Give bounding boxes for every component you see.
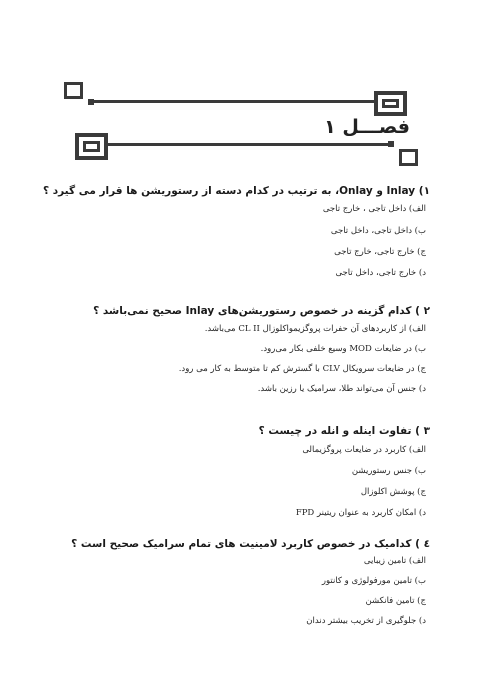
option-a: الف) تامین زیبایی <box>363 556 426 566</box>
question-text: ۲ ) کدام گزینه در خصوص رستوریشن‌های Inlay صحیح نمی‌باشد ؟ <box>93 305 430 317</box>
question-text: ٤ ) کدامیک در خصوص کاربرد لامینیت های تمام سرامیک صحیح است ؟ <box>71 538 430 550</box>
question-block-1 <box>43 183 430 279</box>
ornament-dot-bottom <box>388 141 394 147</box>
question-block-3 <box>60 423 430 519</box>
ornament-square-top-right <box>374 91 407 116</box>
option-b: ب) جنس رستوریشن <box>351 466 426 476</box>
option-b: ب) داخل تاجی، داخل تاجی <box>330 226 426 236</box>
question-block-4 <box>60 536 430 627</box>
ornament-square-top-left <box>64 82 83 99</box>
ornament-line-top <box>90 100 375 103</box>
chapter-title: فصـــل ۱ <box>324 116 410 138</box>
option-b: ب) در ضایعات MOD وسیع خلفی بکار می‌رود. <box>260 344 426 354</box>
option-a: الف) از کاربردهای آن حفرات پروگزیمواکلوزال CL II می‌باشد. <box>204 324 426 334</box>
question-block-2 <box>60 303 430 395</box>
ornament-square-bottom-left <box>75 133 108 160</box>
option-b: ب) تامین مورفولوژی و کانتور <box>321 576 426 586</box>
ornament-square-bottom-right <box>399 149 418 166</box>
option-d: د) جنس آن می‌تواند طلا، سرامیک یا رزین باشد. <box>257 384 426 394</box>
option-d: د) جلوگیری از تخریب بیشتر دندان <box>306 616 426 626</box>
option-a: الف) داخل تاجی ، خارج تاجی <box>322 204 426 214</box>
option-c: ج) خارج تاجی، خارج تاجی <box>334 247 426 257</box>
option-d: د) امکان کاربرد به عنوان ریتینر FPD <box>295 508 426 518</box>
question-text: ۳ ) تفاوت اینله و انله در چیست ؟ <box>258 425 430 437</box>
option-d: د) خارج تاجی، داخل تاجی <box>335 268 426 278</box>
ornament-dot-top <box>88 99 94 105</box>
option-a: الف) کاربرد در ضایعات پروگزیمالی <box>302 445 426 455</box>
option-c: ج) پوشش اکلوزال <box>360 487 426 497</box>
option-c: ج) در ضایعات سرویکال CLV با گسترش کم تا متوسط به کار می رود. <box>178 364 426 374</box>
option-c: ج) تامین فانکشن <box>365 596 426 606</box>
ornament-line-bottom <box>108 143 391 146</box>
question-text: ۱) Inlay و Onlay، به ترتیب در کدام دسته از رستوریشن ها قرار می گیرد ؟ <box>43 185 430 197</box>
